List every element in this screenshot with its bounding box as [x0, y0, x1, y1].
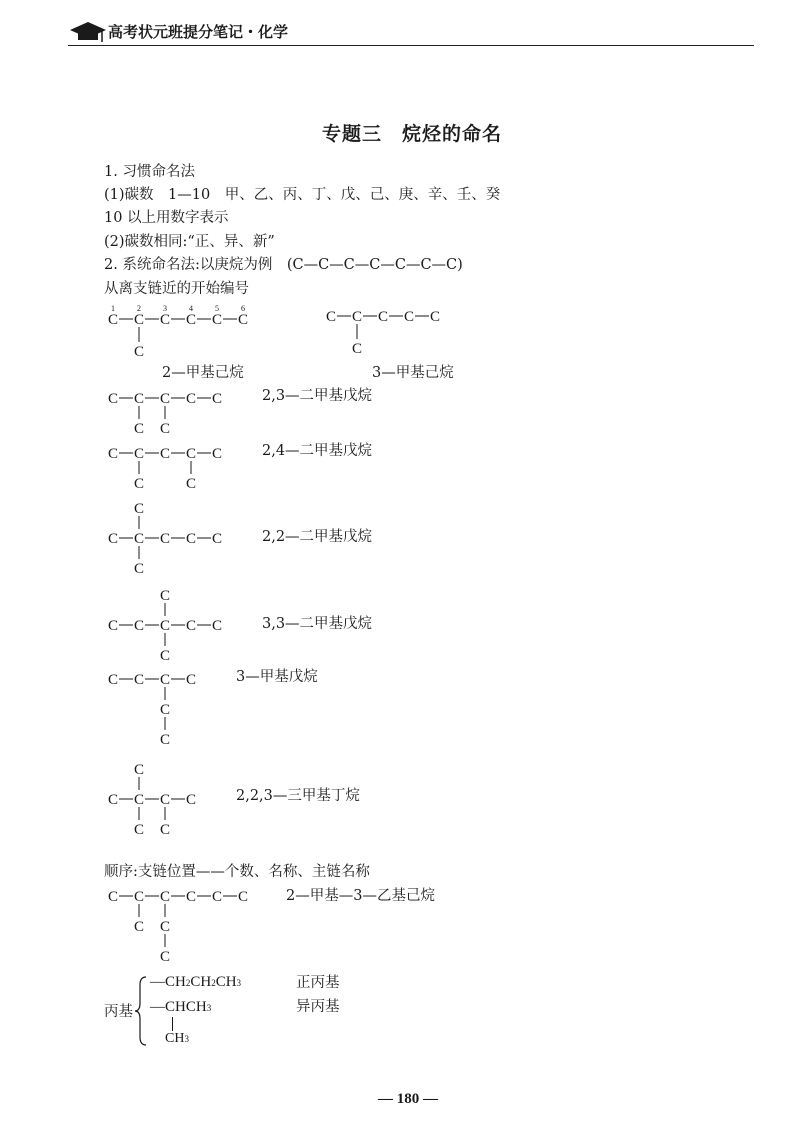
isopropyl-name: 异丙基 — [296, 999, 340, 1015]
atom-c: C — [134, 421, 145, 437]
atom-c: C — [212, 889, 223, 905]
atom-c: C — [160, 702, 171, 718]
isopropyl-branch: CH3 — [165, 1031, 189, 1046]
atom-c: C — [134, 822, 145, 838]
atom-c: C — [186, 446, 197, 462]
locant: 5 — [215, 304, 219, 313]
atom-c: C — [160, 391, 171, 407]
compound-name: 3—甲基己烷 — [372, 365, 454, 381]
text-line: (2)碳数相同:“正、异、新” — [104, 234, 275, 250]
atom-c: C — [186, 618, 197, 634]
atom-c: C — [212, 391, 223, 407]
atom-c: C — [108, 672, 119, 688]
structure-2-2-dimethylpentane — [100, 495, 240, 580]
n-propyl-name: 正丙基 — [296, 975, 340, 991]
atom-c: C — [160, 531, 171, 547]
atom-c: C — [212, 446, 223, 462]
atom-c: C — [186, 672, 197, 688]
structure-2-methyl-3-ethylhexane — [100, 883, 270, 968]
text-line: 2. 系统命名法:以庚烷为例 (C—C—C—C—C—C—C) — [104, 257, 463, 273]
atom-c: C — [160, 588, 171, 604]
compound-name: 2—甲基己烷 — [162, 365, 244, 381]
atom-c: C — [134, 792, 145, 808]
order-rule-text: 顺序:支链位置——个数、名称、主链名称 — [104, 864, 370, 880]
atom-c: C — [186, 476, 197, 492]
atom-c: C — [134, 312, 145, 328]
atom-c: C — [108, 889, 119, 905]
atom-c: C — [186, 792, 197, 808]
atom-c: C — [108, 792, 119, 808]
compound-name: 2,2—二甲基戊烷 — [262, 529, 373, 545]
compound-name: 2,3—二甲基戊烷 — [262, 388, 373, 404]
isopropyl-bond — [172, 1017, 173, 1031]
atom-c: C — [134, 531, 145, 547]
atom-c: C — [238, 312, 249, 328]
atom-c: C — [404, 309, 415, 325]
atom-c: C — [160, 732, 171, 748]
atom-c: C — [160, 421, 171, 437]
atom-c: C — [160, 618, 171, 634]
atom-c: C — [160, 822, 171, 838]
graduation-cap-icon — [68, 20, 108, 46]
structure-3-3-dimethylpentane — [100, 582, 240, 667]
isopropyl-formula: —CHCH3 — [150, 999, 212, 1015]
left-brace — [134, 975, 150, 1047]
compound-name: 2,2,3—三甲基丁烷 — [236, 788, 360, 804]
atom-c: C — [160, 672, 171, 688]
structure-3-methylpentane — [100, 666, 220, 756]
atom-c: C — [186, 391, 197, 407]
locant: 6 — [241, 304, 245, 313]
atom-c: C — [326, 309, 337, 325]
atom-c: C — [378, 309, 389, 325]
n-propyl-formula: —CH2CH2CH3 — [150, 974, 242, 990]
atom-c: C — [134, 446, 145, 462]
page-number: — 180 — — [378, 1091, 438, 1107]
compound-name: 2—甲基—3—乙基己烷 — [286, 888, 435, 904]
atom-c: C — [186, 889, 197, 905]
text-line: (1)碳数 1—10 甲、乙、丙、丁、戊、己、庚、辛、壬、癸 — [104, 187, 501, 203]
structure-2-4-dimethylpentane — [100, 440, 240, 495]
page-title: 专题三 烷烃的命名 — [322, 123, 503, 145]
atom-c: C — [108, 446, 119, 462]
atom-c: C — [186, 312, 197, 328]
atom-c: C — [212, 531, 223, 547]
atom-c: C — [108, 618, 119, 634]
atom-c: C — [108, 531, 119, 547]
structure-2-3-dimethylpentane — [100, 385, 240, 440]
text-line: 从离支链近的开始编号 — [104, 281, 249, 297]
atom-c: C — [134, 762, 145, 778]
atom-c: C — [186, 531, 197, 547]
atom-c: C — [352, 309, 363, 325]
atom-c: C — [160, 312, 171, 328]
atom-c: C — [160, 949, 171, 965]
atom-c: C — [134, 561, 145, 577]
atom-c: C — [134, 391, 145, 407]
atom-c: C — [160, 446, 171, 462]
atom-c: C — [430, 309, 441, 325]
atom-c: C — [212, 618, 223, 634]
atom-c: C — [134, 501, 145, 517]
locant: 4 — [189, 304, 193, 313]
compound-name: 3,3—二甲基戊烷 — [262, 616, 373, 632]
atom-c: C — [134, 889, 145, 905]
atom-c: C — [134, 344, 145, 360]
atom-c: C — [160, 919, 171, 935]
atom-c: C — [134, 672, 145, 688]
atom-c: C — [212, 312, 223, 328]
text-line: 1. 习惯命名法 — [104, 164, 195, 180]
propyl-label: 丙基 — [104, 1004, 133, 1020]
compound-name: 3—甲基戊烷 — [236, 669, 318, 685]
structure-2-methylhexane — [100, 300, 260, 360]
atom-c: C — [134, 919, 145, 935]
atom-c: C — [160, 792, 171, 808]
structure-3-methylhexane — [320, 300, 460, 360]
locant: 3 — [163, 304, 167, 313]
atom-c: C — [108, 391, 119, 407]
atom-c: C — [238, 889, 249, 905]
atom-c: C — [134, 476, 145, 492]
atom-c: C — [160, 889, 171, 905]
header-title: 高考状元班提分笔记・化学 — [108, 23, 289, 41]
text-line: 10 以上用数字表示 — [104, 210, 229, 226]
compound-name: 2,4—二甲基戊烷 — [262, 443, 373, 459]
atom-c: C — [160, 648, 171, 664]
structure-2-2-3-trimethylbutane — [100, 756, 220, 841]
atom-c: C — [108, 312, 119, 328]
atom-c: C — [352, 341, 363, 357]
atom-c: C — [134, 618, 145, 634]
locant: 1 — [111, 304, 115, 313]
locant: 2 — [137, 304, 141, 313]
header-rule — [68, 45, 754, 46]
